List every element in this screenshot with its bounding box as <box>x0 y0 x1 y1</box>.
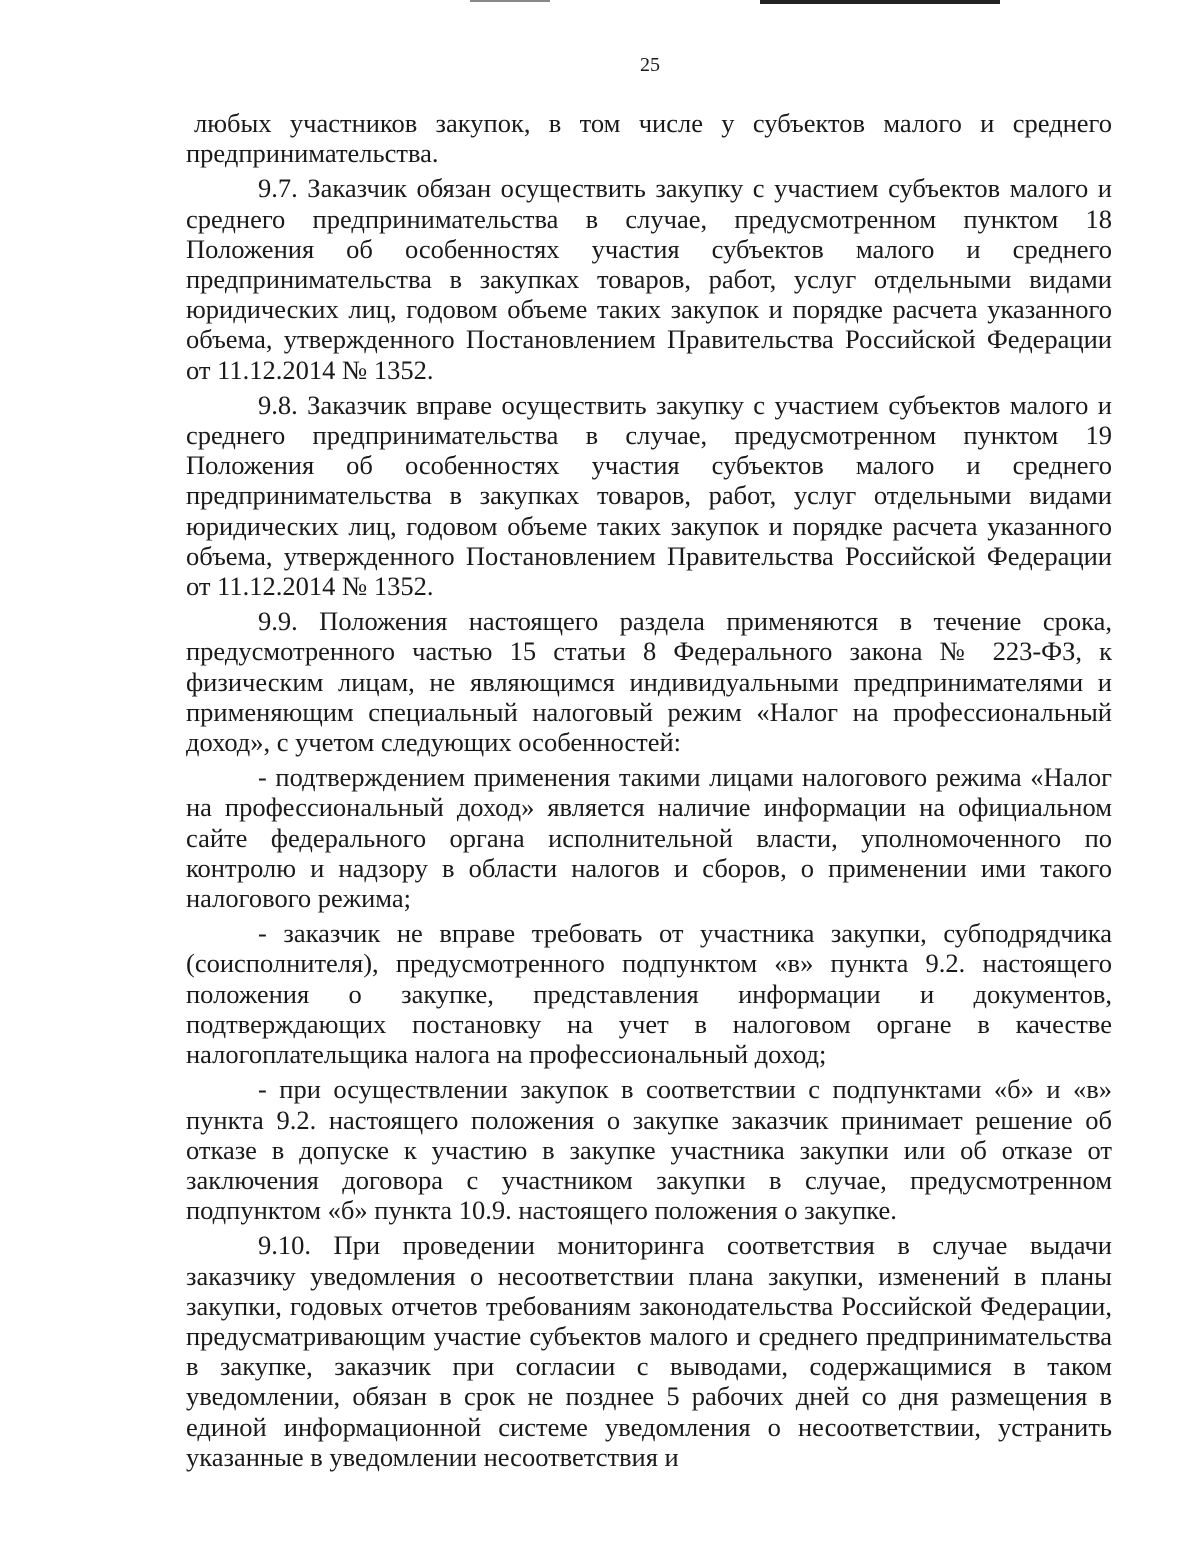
document-body <box>186 108 1112 1477</box>
paragraph-9-7: 9.7. Заказчик обязан осуществить закупку с участием субъектов малого и среднего предпринимательства в случае, предусмотренном пунктом 18 Положения об особенностях участия субъектов малого и среднего предпринимательства в закупках товаров, работ, услуг отдельными видами юридических лиц, годовом объеме таких закупок и порядке расчета указанного объема, утвержденного Постановлением Правительства Российской Федерации от 11.12.2014 № 1352. <box>186 173 1112 385</box>
page-number: 25 <box>640 54 660 76</box>
paragraph-9-8: 9.8. Заказчик вправе осуществить закупку с участием субъектов малого и среднего предпринимательства в случае, предусмотренном пунктом 19 Положения об особенностях участия субъектов малого и среднего предпринимательства в закупках товаров, работ, услуг отдельными видами юридических лиц, годовом объеме таких закупок и порядке расчета указанного объема, утвержденного Постановлением Правительства Российской Федерации от 11.12.2014 № 1352. <box>186 389 1112 602</box>
paragraph-continuation: любых участников закупок, в том числе у субъектов малого и среднего предпринимательства. <box>186 108 1112 169</box>
scan-edge-mark <box>760 0 1000 4</box>
paragraph-9-10: 9.10. При проведении мониторинга соответствия в случае выдачи заказчику уведомления о несоответствии плана закупки, изменений в планы закупки, годовых отчетов требованиям законодательства Российской Федерации, предусматривающим участие субъектов малого и среднего предпринимательства в закупке, заказчик при согласии с выводами, содержащимися в таком уведомлении, обязан в срок не позднее 5 рабочих дней со дня размещения в единой информационной системе уведомления о несоответствии, устранить указанные в уведомлении несоответствия и <box>186 1230 1112 1472</box>
paragraph-9-9: 9.9. Положения настоящего раздела применяются в течение срока, предусмотренного частью 15 статьи 8 Федерального закона № 223-ФЗ, к физическим лицам, не являющимся индивидуальными предпринимателями и применяющим специальный налоговый режим «Налог на профессиональный доход», с учетом следующих особенностей: <box>186 606 1112 758</box>
list-item-dash-1: - подтверждением применения такими лицами налогового режима «Налог на профессиональный доход» является наличие информации на официальном сайте федерального органа исполнительной власти, уполномоченного по контролю и надзору в области налогов и сборов, о применении ими такого налогового режима; <box>186 762 1112 914</box>
scan-edge-mark <box>470 0 550 2</box>
list-item-dash-2: - заказчик не вправе требовать от участника закупки, субподрядчика (соисполнителя), предусмотренного подпунктом «в» пункта 9.2. настоящего положения о закупке, представления информации и документов, подтверждающих постановку на учет в налоговом органе в качестве налогоплательщика налога на профессиональный доход; <box>186 918 1112 1070</box>
list-item-dash-3: - при осуществлении закупок в соответствии с подпунктами «б» и «в» пункта 9.2. настоящего положения о закупке заказчик принимает решение об отказе в допуске к участию в закупке участника закупки или об отказе от заключения договора с участником закупки в случае, предусмотренном подпунктом «б» пункта 10.9. настоящего положения о закупке. <box>186 1074 1112 1226</box>
